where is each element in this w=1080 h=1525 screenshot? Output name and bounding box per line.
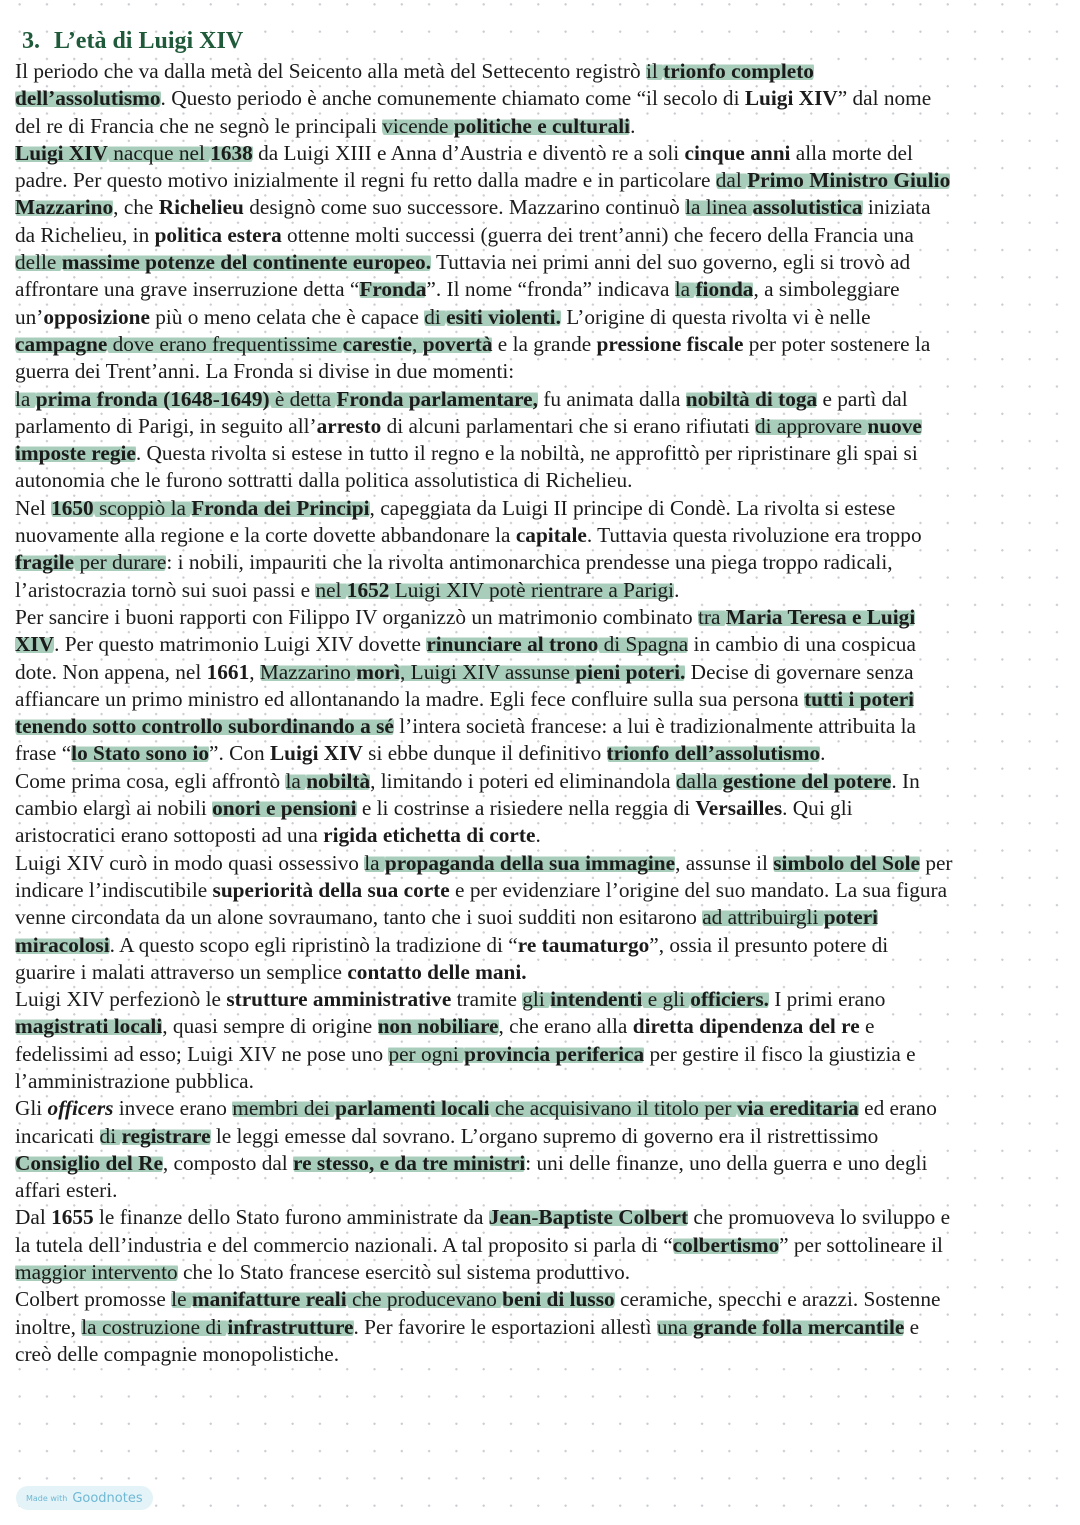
- highlighted-text: massime potenze del continente europeo.: [61, 250, 432, 275]
- highlighted-text: fragile: [15, 550, 75, 575]
- highlighted-text: trionfo dell’assolutismo: [606, 741, 821, 766]
- highlighted-text: re stesso, e da tre ministri: [293, 1150, 526, 1175]
- highlighted-text: membri dei: [232, 1096, 336, 1121]
- text-line: [15, 1286, 953, 1313]
- text-segment: L’origine di questa rivolta vi è nelle: [560, 304, 871, 329]
- text-line: [15, 986, 953, 1013]
- text-segment: per: [920, 850, 953, 875]
- bold-text: 1655: [51, 1205, 94, 1230]
- text-segment: un’: [15, 304, 44, 329]
- highlighted-text: Mazzarino: [259, 659, 357, 684]
- text-line: [15, 1068, 953, 1095]
- highlighted-text: povertà: [422, 331, 493, 356]
- text-segment: ed erano: [858, 1096, 937, 1121]
- text-line: [15, 413, 953, 440]
- highlighted-text: che producevano: [346, 1287, 503, 1312]
- bold-text: pressione fiscale: [596, 331, 744, 356]
- text-segment: l’aristocrazia tornò sui suoi passi e: [15, 577, 316, 602]
- text-segment: e li costrinse a risiedere nella reggia di: [356, 796, 696, 821]
- highlighted-text: una: [656, 1314, 693, 1339]
- text-segment: , che: [113, 195, 159, 220]
- text-segment: indicare l’indiscutibile: [15, 877, 213, 902]
- text-line: [15, 304, 953, 331]
- highlighted-text: pieni poteri.: [575, 659, 686, 684]
- text-segment: da Richelieu, in: [15, 222, 155, 247]
- text-segment: le leggi emesse dal sovrano. L’organo supremo di governo era il ristrettissimo: [210, 1123, 879, 1148]
- text-line: [15, 1259, 953, 1286]
- bold-text: rigida etichetta di corte: [323, 823, 536, 848]
- text-segment: affrontare una grave inserruzione detta “: [15, 277, 360, 302]
- text-line: [15, 549, 953, 576]
- highlighted-text: poteri: [823, 905, 879, 930]
- text-segment: aristocratici erano sottoposti ad una: [15, 823, 324, 848]
- text-segment: e: [859, 1014, 875, 1039]
- text-segment: Tuttavia nei primi anni del suo governo, egli si trovò ad: [431, 250, 911, 275]
- text-line: [15, 631, 953, 658]
- text-segment: .: [820, 741, 826, 766]
- text-line: [15, 1013, 953, 1040]
- text-segment: designò come suo successore. Mazzarino continuò: [243, 195, 686, 220]
- text-segment: fu animata dalla: [537, 386, 686, 411]
- bold-text: contatto delle mani.: [347, 959, 527, 984]
- highlighted-text: infrastrutture: [227, 1314, 354, 1339]
- text-line: [15, 959, 953, 986]
- text-line: [15, 249, 953, 276]
- highlighted-text: la: [285, 768, 307, 793]
- highlighted-text: via ereditaria: [736, 1096, 859, 1121]
- text-line: [15, 1232, 953, 1259]
- text-segment: in cambio di una cospicua: [688, 632, 916, 657]
- highlighted-text: manifatture reali: [191, 1287, 347, 1312]
- text-segment: Luigi XIV perfezionò le: [15, 987, 227, 1012]
- text-segment: . Questo periodo è anche comunemente chiamato come “il secolo di: [160, 86, 745, 111]
- highlighted-text: 1650: [51, 495, 94, 520]
- text-segment: ”. Con: [209, 741, 270, 766]
- goodnotes-badge: [16, 1486, 153, 1510]
- highlighted-text: onori e pensioni: [212, 796, 357, 821]
- text-line: [15, 194, 953, 221]
- highlighted-text: dove erano frequentissime: [107, 331, 343, 356]
- badge-goodnotes: Goodnotes: [72, 1490, 143, 1506]
- text-line: [15, 932, 953, 959]
- text-line: [15, 768, 953, 795]
- text-segment: : i nobili, impauriti che la rivolta antimonarchica prendesse una piega troppo radicali,: [166, 550, 893, 575]
- text-segment: l’amministrazione pubblica.: [15, 1068, 254, 1093]
- highlighted-text: rinunciare al trono: [426, 632, 599, 657]
- text-segment: e la grande: [492, 331, 597, 356]
- highlighted-text: le: [171, 1287, 192, 1312]
- bold-text: diretta dipendenza del re: [632, 1014, 860, 1039]
- highlighted-text: gli: [522, 987, 551, 1012]
- highlighted-text: esiti violenti.: [446, 304, 561, 329]
- highlighted-text: 1638: [210, 140, 253, 165]
- text-line: [15, 140, 953, 167]
- highlighted-text: propaganda della sua immagine: [384, 850, 676, 875]
- text-segment: , composto dal: [162, 1150, 294, 1175]
- text-line: [15, 522, 953, 549]
- text-line: [15, 904, 953, 931]
- highlighted-text: prima fronda (1648-1649): [35, 386, 270, 411]
- text-segment: e per evidenziare l’origine del suo mandato. La sua figura: [449, 877, 948, 902]
- highlighted-text: che acquisivano il titolo per: [489, 1096, 737, 1121]
- text-segment: da Luigi XIII e Anna d’Austria e diventò re a soli: [252, 140, 685, 165]
- text-segment: cambio elargì ai nobili: [15, 796, 213, 821]
- text-segment: dote. Non appena, nel: [15, 659, 207, 684]
- text-segment: padre. Per questo motivo inizialmente il regni fu retto dalla madre e in particolare: [15, 168, 716, 193]
- text-line: [15, 659, 953, 686]
- bold-text: superiorità della sua corte: [212, 877, 450, 902]
- highlighted-text: di approvare: [755, 413, 868, 438]
- highlighted-text: trionfo completo: [663, 59, 814, 83]
- text-segment: ,: [249, 659, 260, 684]
- text-segment: . Per questo matrimonio Luigi XIV dovette: [54, 632, 427, 657]
- text-segment: . In: [891, 768, 920, 793]
- text-segment: l’intera società francese: a lui è tradizionalmente attribuita la: [393, 714, 916, 739]
- highlighted-text: di Spagna: [598, 632, 689, 657]
- text-segment: . Tuttavia questa rivoluzione era troppo: [586, 523, 922, 548]
- text-segment: , quasi sempre di origine: [162, 1014, 378, 1039]
- highlighted-text: la: [674, 277, 696, 302]
- highlighted-text: politiche e culturali: [453, 113, 631, 138]
- text-segment: frase “: [15, 741, 72, 766]
- text-segment: .: [535, 823, 541, 848]
- highlighted-text: dell’assolutismo: [15, 86, 161, 111]
- highlighted-text: dal: [715, 168, 748, 193]
- highlighted-text: assolutistica: [752, 195, 863, 220]
- highlighted-text: morì: [356, 659, 401, 684]
- text-segment: affari esteri.: [15, 1178, 118, 1203]
- text-segment: Nel: [15, 495, 52, 520]
- text-segment: ceramiche, specchi e arazzi. Sostenne: [614, 1287, 941, 1312]
- highlighted-text: è detta: [269, 386, 337, 411]
- highlighted-text: , Luigi XIV assunse: [400, 659, 576, 684]
- highlighted-text: parlamenti locali: [335, 1096, 490, 1121]
- highlighted-text: la costruzione di: [81, 1314, 228, 1339]
- highlighted-text: non nobiliare: [377, 1014, 499, 1039]
- text-segment: le finanze dello Stato furono amministrate da: [93, 1205, 489, 1230]
- text-line: [15, 440, 953, 467]
- text-line: [15, 1177, 953, 1204]
- text-segment: affiancare un primo ministro ed allontanando la madre. Egli fece confluire sulla sua persona: [15, 686, 805, 711]
- highlighted-text: Consiglio del Re: [15, 1150, 163, 1175]
- highlighted-text: lo Stato sono io: [71, 741, 210, 766]
- text-line: [15, 795, 953, 822]
- text-segment: inoltre,: [15, 1314, 82, 1339]
- highlighted-text: Jean-Baptiste Colbert: [488, 1205, 689, 1230]
- text-line: [15, 822, 953, 849]
- highlighted-text: Luigi XIV: [15, 140, 108, 165]
- text-segment: ” dal nome: [837, 86, 932, 111]
- bold-text: opposizione: [43, 304, 150, 329]
- text-segment: Luigi XIV curò in modo quasi ossessivo: [15, 850, 365, 875]
- text-segment: del re di Francia che ne segnò le principali: [15, 113, 383, 138]
- text-segment: . Qui gli: [782, 796, 853, 821]
- highlighted-text: Primo Ministro Giulio: [747, 168, 951, 193]
- bold-text: 1661: [206, 659, 250, 684]
- text-line: [15, 686, 953, 713]
- highlighted-text: tenendo sotto controllo subordinando a sé: [15, 714, 394, 739]
- text-line: [15, 1041, 953, 1068]
- text-segment: . A questo scopo egli ripristinò la tradizione di “: [109, 932, 518, 957]
- highlighted-text: per ogni: [388, 1041, 465, 1066]
- text-segment: guarire i malati attraverso un semplice: [15, 959, 348, 984]
- text-segment: e: [904, 1314, 920, 1339]
- text-line: [15, 713, 953, 740]
- text-line: [15, 1150, 953, 1177]
- text-segment: Decise di governare senza: [685, 659, 914, 684]
- highlighted-text: provincia periferica: [464, 1041, 645, 1066]
- highlighted-text: ad attribuirgli: [702, 905, 824, 930]
- highlighted-text: tutti i poteri: [804, 686, 915, 711]
- text-line: [15, 358, 953, 385]
- highlighted-text: nobiltà di toga: [685, 386, 818, 411]
- highlighted-text: beni di lusso: [502, 1287, 615, 1312]
- highlighted-text: il: [645, 59, 664, 83]
- highlighted-text: colbertismo: [672, 1232, 780, 1257]
- text-segment: , che erano alla: [498, 1014, 633, 1039]
- text-segment: la tutela dell’industria e del commercio nazionali. A tal proposito si parla di “: [15, 1232, 673, 1257]
- text-segment: fedelissimi ad esso; Luigi XIV ne pose uno: [15, 1041, 389, 1066]
- bold-text: capitale: [515, 523, 587, 548]
- highlighted-text: Mazzarino: [15, 195, 114, 220]
- text-segment: Per sancire i buoni rapporti con Filippo IV organizzò un matrimonio combinato: [15, 604, 698, 629]
- highlighted-text: imposte regie: [15, 441, 136, 466]
- highlighted-text: gestione del potere: [722, 768, 892, 793]
- text-segment: ” per sottolineare il: [779, 1232, 943, 1257]
- text-segment: , limitando i poteri ed eliminandola: [370, 768, 676, 793]
- text-line: [15, 604, 953, 631]
- bold-text: Luigi XIV: [744, 86, 838, 111]
- text-segment: e partì dal: [817, 386, 908, 411]
- text-segment: Come prima cosa, egli affrontò: [15, 768, 286, 793]
- highlighted-text: per durare: [74, 550, 167, 575]
- text-segment: più o meno celata che è capace: [149, 304, 425, 329]
- bold-text: Richelieu: [158, 195, 244, 220]
- highlighted-text: Luigi XIV potè rientrare a Parigi: [389, 577, 675, 602]
- highlighted-text: miracolosi: [15, 932, 110, 957]
- text-line: [15, 467, 953, 494]
- bold-text: strutture amministrative: [226, 987, 452, 1012]
- text-segment: parlamento di Parigi, in seguito all’: [15, 413, 317, 438]
- text-line: [15, 167, 953, 194]
- document-body: [15, 58, 953, 1368]
- text-segment: autonomia che le furono sottratti dalla politica assolutistica di Richelieu.: [15, 468, 633, 493]
- section-title: [22, 28, 243, 55]
- text-segment: Colbert promosse: [15, 1287, 172, 1312]
- text-segment: . Per favorire le esportazioni allestì: [353, 1314, 657, 1339]
- text-segment: invece erano: [113, 1096, 233, 1121]
- highlighted-text: carestie: [342, 331, 413, 356]
- text-line: [15, 113, 953, 140]
- bold-text: officers: [47, 1096, 114, 1121]
- text-segment: Gli: [15, 1096, 48, 1121]
- text-segment: . Questa rivolta si estese in tutto il regno e la nobiltà, ne approfittò per ripristinare gli spai si: [135, 441, 918, 466]
- text-line: [15, 331, 953, 358]
- text-segment: ottenne molti successi (guerra dei trent’anni) che fecero della Francia una: [281, 222, 914, 247]
- highlighted-text: la: [364, 850, 385, 875]
- bold-text: Versailles: [695, 796, 783, 821]
- highlighted-text: 1652: [346, 577, 390, 602]
- text-segment: di alcuni parlamentari che si erano rifiutati: [381, 413, 756, 438]
- bold-text: arresto: [316, 413, 382, 438]
- highlighted-text: nobiltà: [306, 768, 371, 793]
- highlighted-text: officiers.: [690, 987, 769, 1012]
- highlighted-text: nuove: [867, 413, 922, 438]
- highlighted-text: e gli: [642, 987, 691, 1012]
- highlighted-text: XIV: [15, 632, 55, 657]
- text-segment: si ebbe dunque il definitivo: [362, 741, 607, 766]
- text-segment: Il periodo che va dalla metà del Seicento alla metà del Settecento registrò: [15, 59, 646, 83]
- text-line: [15, 577, 953, 604]
- section-number: 3.: [22, 28, 40, 54]
- text-line: [15, 386, 953, 413]
- text-segment: alla morte del: [790, 140, 913, 165]
- section-title-text: L’età di Luigi XIV: [54, 28, 244, 54]
- text-line: [15, 58, 953, 85]
- text-segment: venne circondata da un alone sovraumano, tanto che i suoi sudditi non esitarono: [15, 905, 703, 930]
- text-segment: I primi erano: [768, 987, 886, 1012]
- highlighted-text: delle: [15, 250, 62, 275]
- text-segment: ”, ossia il presunto potere di: [649, 932, 889, 957]
- badge-made-with: Made with: [26, 1493, 68, 1503]
- highlighted-text: Maria Teresa e Luigi: [725, 604, 916, 629]
- highlighted-text: nel: [315, 577, 347, 602]
- text-segment: .: [630, 113, 636, 138]
- text-line: [15, 1314, 953, 1341]
- text-segment: ”. Il nome “fronda” indicava: [426, 277, 675, 302]
- text-segment: iniziata: [862, 195, 931, 220]
- text-segment: tramite: [451, 987, 523, 1012]
- highlighted-text: grande folla mercantile: [692, 1314, 905, 1339]
- text-segment: .: [674, 577, 680, 602]
- bold-text: re taumaturgo: [517, 932, 650, 957]
- highlighted-text: tra: [697, 604, 726, 629]
- text-segment: per poter sostenere la: [743, 331, 931, 356]
- text-segment: , assunse il: [675, 850, 774, 875]
- highlighted-text: Fronda: [359, 277, 427, 302]
- text-line: [15, 850, 953, 877]
- text-line: [15, 1123, 953, 1150]
- text-segment: creò delle compagnie monopolistiche.: [15, 1341, 340, 1366]
- text-segment: , capeggiata da Luigi II principe di Condè. La rivolta si estese: [369, 495, 896, 520]
- text-segment: nuovamente alla regione e la corte dovette abbandonare la: [15, 523, 516, 548]
- text-segment: : uni delle finanze, uno della guerra e uno degli: [525, 1150, 928, 1175]
- text-segment: che promuoveva lo sviluppo e: [688, 1205, 951, 1230]
- highlighted-text: campagne: [15, 331, 108, 356]
- highlighted-text: di: [99, 1123, 122, 1148]
- text-segment: incaricati: [15, 1123, 100, 1148]
- text-line: [15, 85, 953, 112]
- highlighted-text: Fronda dei Principi: [191, 495, 370, 520]
- text-segment: che lo Stato francese esercitò sul sistema produttivo.: [177, 1260, 631, 1285]
- text-line: [15, 1095, 953, 1122]
- text-segment: , a simboleggiare: [753, 277, 900, 302]
- highlighted-text: registrare: [121, 1123, 211, 1148]
- text-line: [15, 276, 953, 303]
- highlighted-text: vicende: [382, 113, 454, 138]
- text-line: [15, 495, 953, 522]
- bold-text: politica estera: [154, 222, 282, 247]
- text-line: [15, 222, 953, 249]
- highlighted-text: la: [15, 386, 36, 411]
- highlighted-text: Fronda parlamentare,: [336, 386, 538, 411]
- highlighted-text: magistrati locali: [15, 1014, 163, 1039]
- highlighted-text: ,: [412, 331, 423, 356]
- highlighted-text: fionda: [695, 277, 754, 302]
- highlighted-text: intendenti: [550, 987, 643, 1012]
- bold-text: cinque anni: [684, 140, 791, 165]
- highlighted-text: la linea: [685, 195, 753, 220]
- text-line: [15, 740, 953, 767]
- bold-text: Luigi XIV: [269, 741, 363, 766]
- text-line: [15, 1204, 953, 1231]
- highlighted-text: scoppiò la: [93, 495, 192, 520]
- highlighted-text: maggior intervento: [15, 1260, 178, 1285]
- highlighted-text: simbolo del Sole: [773, 850, 920, 875]
- text-line: [15, 877, 953, 904]
- highlighted-text: di: [424, 304, 447, 329]
- text-segment: Dal: [15, 1205, 52, 1230]
- text-segment: guerra dei Trent’anni. La Fronda si divise in due momenti:: [15, 359, 515, 384]
- highlighted-text: nacque nel: [107, 140, 211, 165]
- highlighted-text: dalla: [675, 768, 723, 793]
- text-line: [15, 1341, 953, 1368]
- text-segment: per gestire il fisco la giustizia e: [644, 1041, 916, 1066]
